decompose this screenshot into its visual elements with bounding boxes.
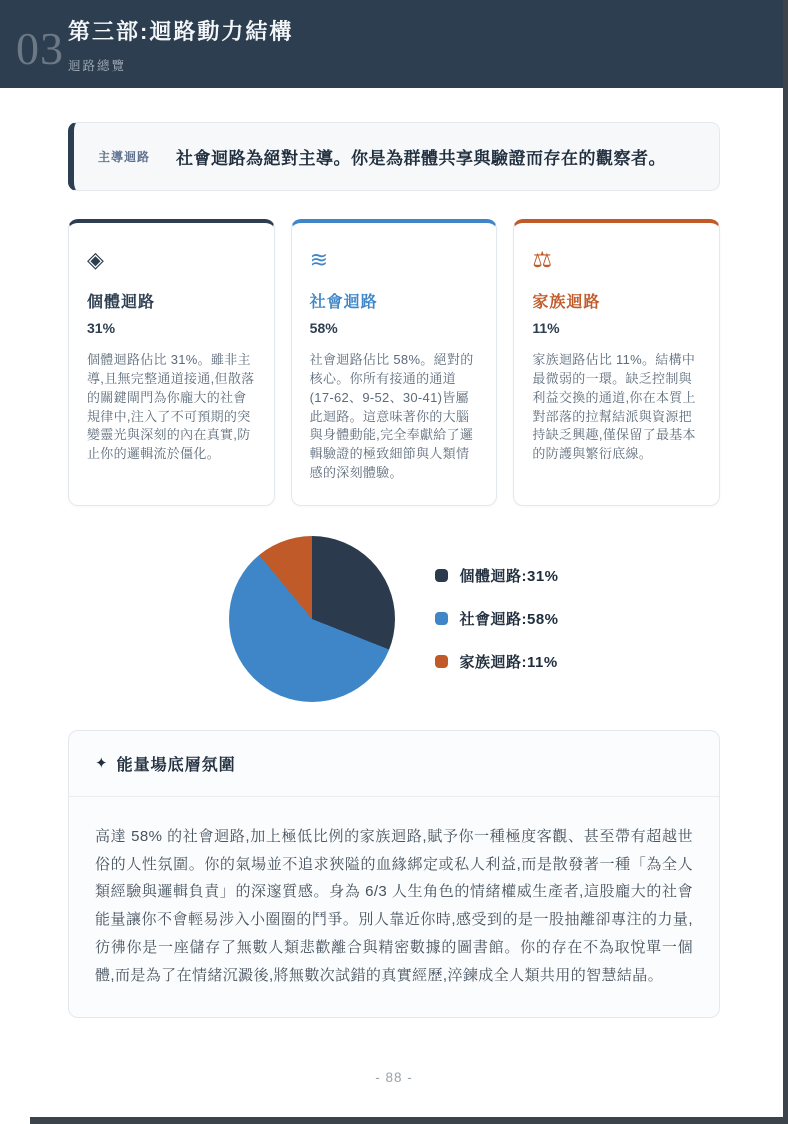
card-percent: 11% [532,320,560,336]
legend-label: 社會迴路:58% [459,611,559,629]
energy-section-title: 能量場底層氛圍 [116,756,236,774]
header-text-block [68,15,293,74]
card-title: 個體迴路 [87,294,156,311]
scales-icon: ⚖ [532,247,553,272]
legend-label: 家族迴路:11% [459,654,558,672]
card-tribal-circuit [513,219,720,506]
card-collective-circuit [291,219,498,506]
pie-legend [435,565,558,672]
next-page-header-edge [30,1117,788,1124]
page-subtitle: 迴路總覽 [68,59,127,73]
card-description: 社會迴路佔比 58%。絕對的核心。你所有接通的通道(17-62、9-52、30-41)皆屬此迴路。這意味著你的大腦與身體動能,完全奉獻給了邏輯驗證的極致細節與人類情感的深刻體驗。 [309,352,474,481]
legend-item [435,608,558,629]
section-header [0,0,788,88]
diamond-icon: ◈ [87,247,104,272]
pie-chart [229,536,395,702]
card-individual-circuit [68,219,275,506]
legend-swatch-collective [435,612,448,625]
circuit-cards-row [68,219,720,506]
part-number: 03 [16,23,64,74]
legend-label: 個體迴路:31% [459,568,559,586]
page-content [0,122,788,1085]
card-description: 家族迴路佔比 11%。結構中最微弱的一環。缺乏控制與利益交換的通道,你在本質上對部落的拉幫結派與資源把持缺乏興趣,僅保留了最基本的防護與繁衍底線。 [532,352,696,462]
legend-item [435,651,558,672]
four-pointed-star-icon: ✦ [95,755,108,773]
page-number: - 88 - [375,1070,413,1086]
card-title: 社會迴路 [309,294,378,311]
energy-field-section [68,730,720,1019]
energy-section-body: 高達 58% 的社會迴路,加上極低比例的家族迴路,賦予你一種極度客觀、甚至帶有超越世俗的人性氛圍。你的氣場並不追求狹隘的血緣綁定或私人利益,而是散發著一種「為全人類經驗與邏輯負責」的深邃質感。身為 6/3 人生角色的情緒權威生產者,這股龐大的社會能量讓你不會輕易涉入小圈圈的鬥爭。別人靠近你時,感受到的是一股抽離卻專注的力量,彷彿你是一座儲存了無數人類悲歡離合與精密數據的圖書館。你的存在不為取悅單一個體,而是為了在情緒沉澱後,將無數次試錯的真實經歷,淬鍊成全人類共用的智慧結晶。 [95,827,693,984]
card-description: 個體迴路佔比 31%。雖非主導,且無完整通道接通,但散落的關鍵閘門為你龐大的社會規律中,注入了不可預期的突變靈光與深刻的內在真實,防止你的邏輯流於僵化。 [87,352,255,462]
card-percent: 58% [309,320,338,336]
card-title: 家族迴路 [532,294,601,311]
legend-swatch-tribal [435,655,448,668]
callout-label: 主導迴路 [98,150,151,164]
card-percent: 31% [87,320,116,336]
legend-item [435,565,558,586]
waves-icon: ≋ [309,247,329,272]
circuit-pie-chart-section [68,526,720,712]
dominant-circuit-callout [68,122,720,191]
callout-text: 社會迴路為絕對主導。你是為群體共享與驗證而存在的觀察者。 [176,149,667,168]
legend-swatch-individual [435,569,448,582]
viewport-edge-right [783,0,788,1124]
energy-section-header [69,731,719,797]
page-title: 第三部:迴路動力結構 [68,19,294,44]
